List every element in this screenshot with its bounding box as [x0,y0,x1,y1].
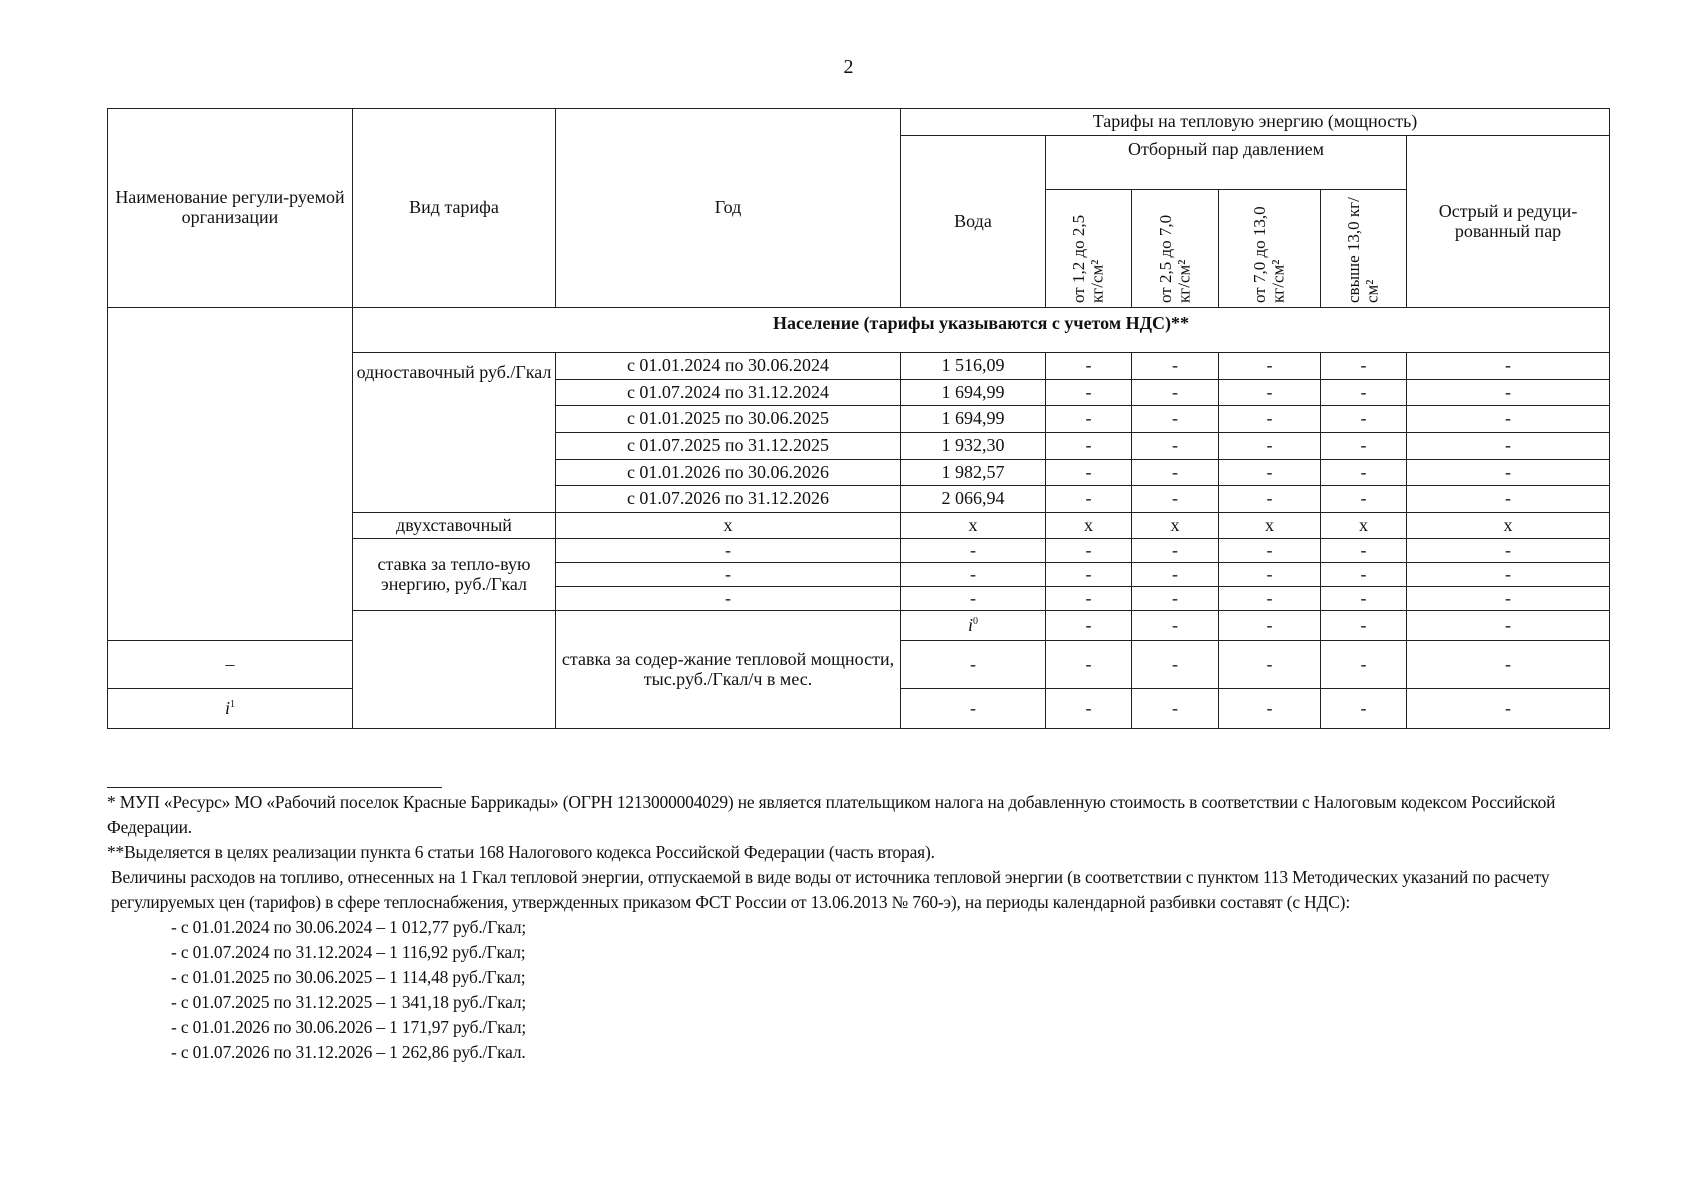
water-value: 2 066,94 [901,486,1046,513]
value-cell: - [1407,459,1610,486]
value-cell: - [556,539,901,563]
water-value: 1 694,99 [901,406,1046,433]
year-cell: – [108,641,353,689]
table-header [108,109,1610,308]
value-cell: - [1321,641,1407,689]
fuel-cost-item: - с 01.07.2024 по 31.12.2024 – 1 116,92 руб./Гкал; [171,942,526,962]
header-org-name: Наименование регули-руемой организации [108,109,353,308]
energy-rate-label: ставка за тепло-вую энергию, руб./Гкал [353,539,556,611]
table-body [108,308,1610,729]
tariff-table [107,108,1610,729]
value-cell: - [901,689,1046,729]
value-cell: - [1321,459,1407,486]
water-value: 1 694,99 [901,379,1046,406]
value-cell: - [1407,406,1610,433]
value-cell: - [1132,406,1219,433]
period-cell: с 01.07.2024 по 31.12.2024 [556,379,901,406]
period-cell: с 01.01.2025 по 30.06.2025 [556,406,901,433]
period-cell: с 01.01.2026 по 30.06.2026 [556,459,901,486]
value-cell: - [1132,379,1219,406]
value-cell: - [1046,486,1132,513]
value-cell: - [1321,587,1407,611]
value-cell: х [901,513,1046,539]
header-steam-3: от 7,0 до 13,0 кг/см² [1219,190,1321,308]
value-cell: - [1219,539,1321,563]
water-value: 1 932,30 [901,433,1046,460]
value-cell: - [1219,353,1321,380]
value-cell: х [1321,513,1407,539]
value-cell: - [1321,563,1407,587]
value-cell: - [1321,539,1407,563]
value-cell: - [1132,641,1219,689]
org-name-cell-2 [353,611,556,729]
header-steam-group: Отборный пар давлением [1046,136,1407,190]
value-cell: х [1046,513,1132,539]
value-cell: - [1219,689,1321,729]
value-cell: - [1046,379,1132,406]
value-cell: - [1219,459,1321,486]
value-cell: - [1321,611,1407,641]
year-cell: $i^0$ [901,611,1046,641]
header-sharp-steam: Острый и редуци-рованный пар [1407,136,1610,308]
value-cell: - [1407,611,1610,641]
value-cell: - [1407,587,1610,611]
table-row [108,308,1610,353]
single-rate-label: одноставочный руб./Гкал [353,353,556,513]
value-cell: х [1219,513,1321,539]
period-cell: с 01.07.2026 по 31.12.2026 [556,486,901,513]
footnote-vat: * МУП «Ресурс» МО «Рабочий поселок Красные Баррикады» (ОГРН 1213000004029) не является плательщиком налога на добавленную стоимость в соответствии с Налоговым кодексом Российской Федерации. [107,792,1556,837]
org-name-cell [108,308,353,641]
period-cell: с 01.01.2024 по 30.06.2024 [556,353,901,380]
header-year: Год [556,109,901,308]
value-cell: - [1321,486,1407,513]
value-cell: - [1132,587,1219,611]
water-value: 1 516,09 [901,353,1046,380]
value-cell: - [1407,353,1610,380]
value-cell: - [1407,433,1610,460]
value-cell: - [1046,587,1132,611]
header-tariffs-title: Тарифы на тепловую энергию (мощность) [901,109,1610,136]
fuel-costs-intro: Величины расходов на топливо, отнесенных на 1 Гкал тепловой энергии, отпускаемой в виде воды от источника тепловой энергии (в соответствии с пунктом 113 Методических указаний по расчету регулируемых цен (тарифов) в сфере теплоснабжения, утвержденных приказом ФСТ России от 13.06.2013 № 760-э), на периоды календарной разбивки составят (с НДС): [111,867,1550,912]
value-cell: - [1219,379,1321,406]
value-cell: - [1132,486,1219,513]
header-steam-1: от 1,2 до 2,5 кг/см² [1046,190,1132,308]
value-cell: - [901,539,1046,563]
value-cell: - [1321,689,1407,729]
value-cell: - [1046,563,1132,587]
value-cell: - [1321,353,1407,380]
two-rate-label: двухставочный [353,513,556,539]
page-number: 2 [843,56,854,78]
group-title: Население (тарифы указываются с учетом НДС)** [353,308,1610,353]
value-cell: - [1046,641,1132,689]
value-cell: - [901,587,1046,611]
value-cell: - [1046,611,1132,641]
value-cell: - [1219,611,1321,641]
value-cell: - [1321,433,1407,460]
value-cell: - [1407,563,1610,587]
value-cell: - [1132,611,1219,641]
value-cell: - [1046,433,1132,460]
value-cell: х [1407,513,1610,539]
value-cell: - [1407,539,1610,563]
value-cell: - [1407,641,1610,689]
value-cell: - [1219,641,1321,689]
capacity-rate-label: ставка за содер-жание тепловой мощности, тыс.руб./Гкал/ч в мес. [556,611,901,729]
water-value: 1 982,57 [901,459,1046,486]
header-steam-2: от 2,5 до 7,0 кг/см² [1132,190,1219,308]
value-cell: - [1132,563,1219,587]
value-cell: - [1046,539,1132,563]
value-cell: - [1132,689,1219,729]
value-cell: - [1046,689,1132,729]
header-tariff-type: Вид тарифа [353,109,556,308]
value-cell: - [1219,433,1321,460]
fuel-costs-list [107,915,1612,1065]
value-cell: - [1219,486,1321,513]
value-cell: - [1321,406,1407,433]
value-cell: - [901,563,1046,587]
footnote-rule [107,787,442,788]
value-cell: - [1132,433,1219,460]
value-cell: - [1321,379,1407,406]
value-cell: - [1407,379,1610,406]
fuel-cost-item: - с 01.01.2026 по 30.06.2026 – 1 171,97 руб./Гкал; [171,1017,527,1037]
fuel-cost-item: - с 01.01.2024 по 30.06.2024 – 1 012,77 руб./Гкал; [171,917,527,937]
value-cell: - [1219,563,1321,587]
fuel-cost-item: - с 01.07.2025 по 31.12.2025 – 1 341,18 руб./Гкал; [171,992,527,1012]
period-cell: с 01.07.2025 по 31.12.2025 [556,433,901,460]
footnotes [107,790,1612,1065]
value-cell: - [1046,406,1132,433]
header-steam-4: свыше 13,0 кг/см² [1321,190,1407,308]
value-cell: - [556,587,901,611]
value-cell: - [556,563,901,587]
value-cell: - [1132,459,1219,486]
value-cell: х [556,513,901,539]
value-cell: - [901,641,1046,689]
value-cell: - [1219,587,1321,611]
value-cell: - [1046,459,1132,486]
header-water: Вода [901,136,1046,308]
value-cell: - [1046,353,1132,380]
fuel-cost-item: - с 01.07.2026 по 31.12.2026 – 1 262,86 руб./Гкал. [171,1042,526,1062]
fuel-cost-item: - с 01.01.2025 по 30.06.2025 – 1 114,48 руб./Гкал; [171,967,526,987]
value-cell: - [1219,406,1321,433]
year-cell: $i^1$ [108,689,353,729]
value-cell: - [1132,353,1219,380]
footnote-tax-code: **Выделяется в целях реализации пункта 6 статьи 168 Налогового кодекса Российской Федерации (часть вторая). [107,842,935,862]
value-cell: х [1132,513,1219,539]
value-cell: - [1132,539,1219,563]
value-cell: - [1407,486,1610,513]
value-cell: - [1407,689,1610,729]
